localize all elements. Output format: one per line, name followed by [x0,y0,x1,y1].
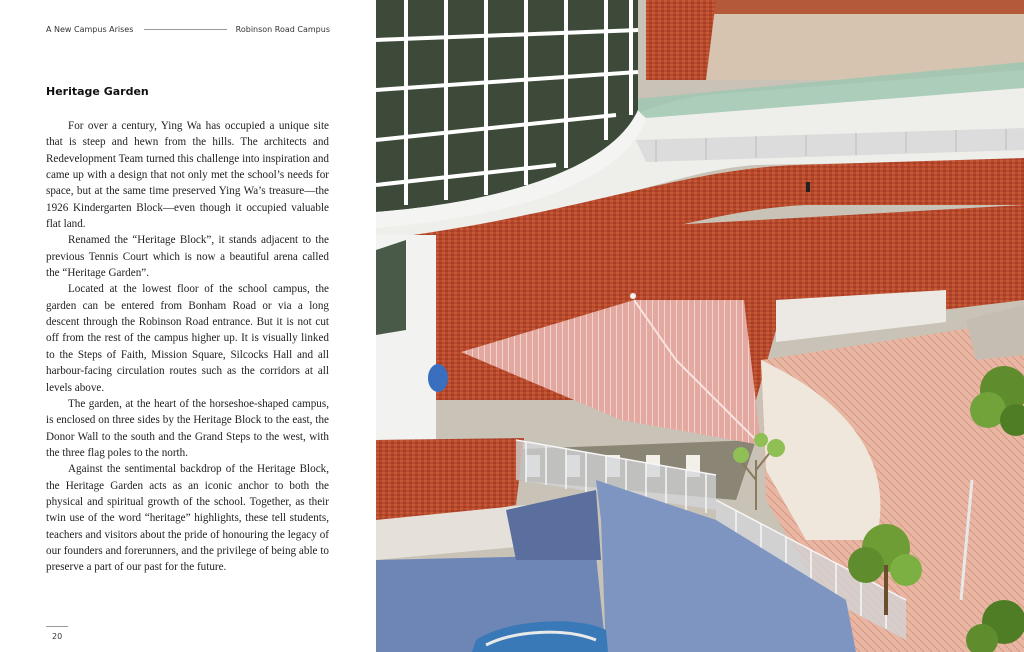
header-rule [144,29,226,30]
folio-rule [46,626,68,627]
header-left-title: A New Campus Arises [46,24,134,34]
paragraph: Against the sentimental backdrop of the Heritage Block, the Heritage Garden acts as an iconic anchor to both the physical and spiritual growth of the school. Together, as their twin use of the word “heritage” highlights, these tell students, teachers and visitors about the pride of honouring the legacy of our founders and forerunners, and the privilege of being able to preserve a part of our past for the future. [46,463,329,574]
paragraph: The garden, at the heart of the horseshoe-shaped campus, is enclosed on three sides by the Heritage Block to the east, the Donor Wall to the south and the Grand Steps to the west, with the three flag poles to the north. [46,397,329,459]
left-page [0,0,376,652]
paragraph: For over a century, Ying Wa has occupied a unique site that is steep and hewn from the hills. The architects and Redevelopment Team turned this challenge into inspiration and came up with a design that not only met the school’s needs for space, but at the same time preserved Ying Wa’s treasure—the 1926 Kindergarten Block—even though it occupied valuable flat land. [46,120,329,231]
paragraph: Renamed the “Heritage Block”, it stands adjacent to the previous Tennis Court which is now a beautiful arena called the “Heritage Garden”. [46,234,329,280]
person-figure [806,182,810,192]
blue-umbrella [428,364,448,392]
running-header [46,20,330,38]
body-text [46,118,329,576]
campus-photo [376,0,1024,652]
paragraph: Located at the lowest floor of the school campus, the garden can be entered from Bonham Road or via a long descent through the Robinson Road entrance. But it is not cut off from the rest of the campus higher up. It is visually linked to the Steps of Faith, Mission Square, Silcocks Hall and all harbour-facing circulation routes such as the corridors at all levels above. [46,283,329,394]
header-right-title: Robinson Road Campus [235,24,330,34]
section-title: Heritage Garden [46,85,149,98]
page-number: 20 [52,632,63,641]
